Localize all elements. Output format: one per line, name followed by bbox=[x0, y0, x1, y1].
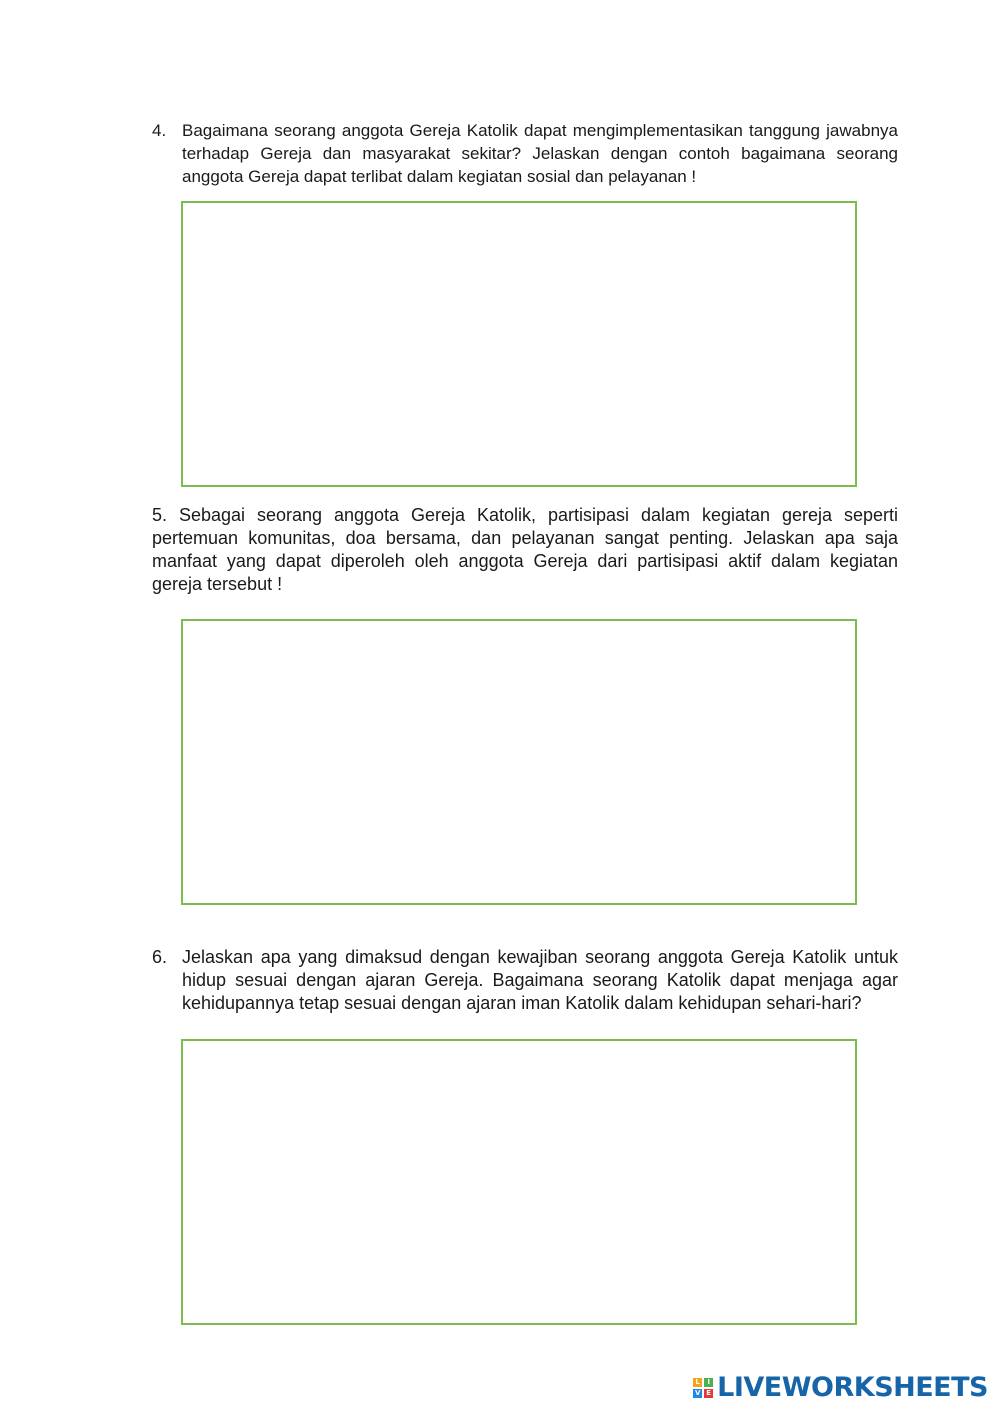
answer-box-6[interactable] bbox=[181, 1039, 857, 1325]
question-6-number: 6. bbox=[152, 947, 168, 967]
liveworksheets-logo bbox=[693, 1372, 988, 1403]
answer-box-5[interactable] bbox=[181, 619, 857, 905]
logo-mark-cell: E bbox=[704, 1389, 713, 1398]
logo-mark-cell: V bbox=[694, 1388, 701, 1397]
answer-box-4[interactable] bbox=[181, 201, 857, 487]
logo-mark-cell: L bbox=[693, 1378, 702, 1387]
logo-text: LIVEWORKSHEETS bbox=[717, 1372, 988, 1403]
question-4 bbox=[152, 119, 898, 188]
question-6-text: Jelaskan apa yang dimaksud dengan kewajiban seorang anggota Gereja Katolik untuk hidup sesuai dengan ajaran Gereja. Bagaimana seorang Katolik dapat menjaga agar kehidupannya tetap sesuai dengan ajaran iman Katolik dalam kehidupan sehari-hari? bbox=[182, 947, 898, 1013]
question-5-text: 5. Sebagai seorang anggota Gereja Katolik, partisipasi dalam kegiatan gereja seperti pertemuan komunitas, doa bersama, dan pelayanan sangat penting. Jelaskan apa saja manfaat yang dapat diperoleh oleh anggota Gereja dari partisipasi aktif dalam kegiatan gereja tersebut ! bbox=[152, 505, 898, 594]
logo-mark-icon bbox=[693, 1378, 713, 1398]
question-4-number: 4. bbox=[152, 121, 167, 140]
question-6 bbox=[152, 946, 898, 1015]
question-4-text: Bagaimana seorang anggota Gereja Katolik dapat mengimplementasikan tanggung jawabnya terhadap Gereja dan masyarakat sekitar? Jelaskan dengan contoh bagaimana seorang anggota Gereja dapat terlibat dalam kegiatan sosial dan pelayanan ! bbox=[182, 121, 898, 186]
logo-mark-cell: I bbox=[704, 1378, 713, 1387]
question-5 bbox=[152, 504, 898, 596]
